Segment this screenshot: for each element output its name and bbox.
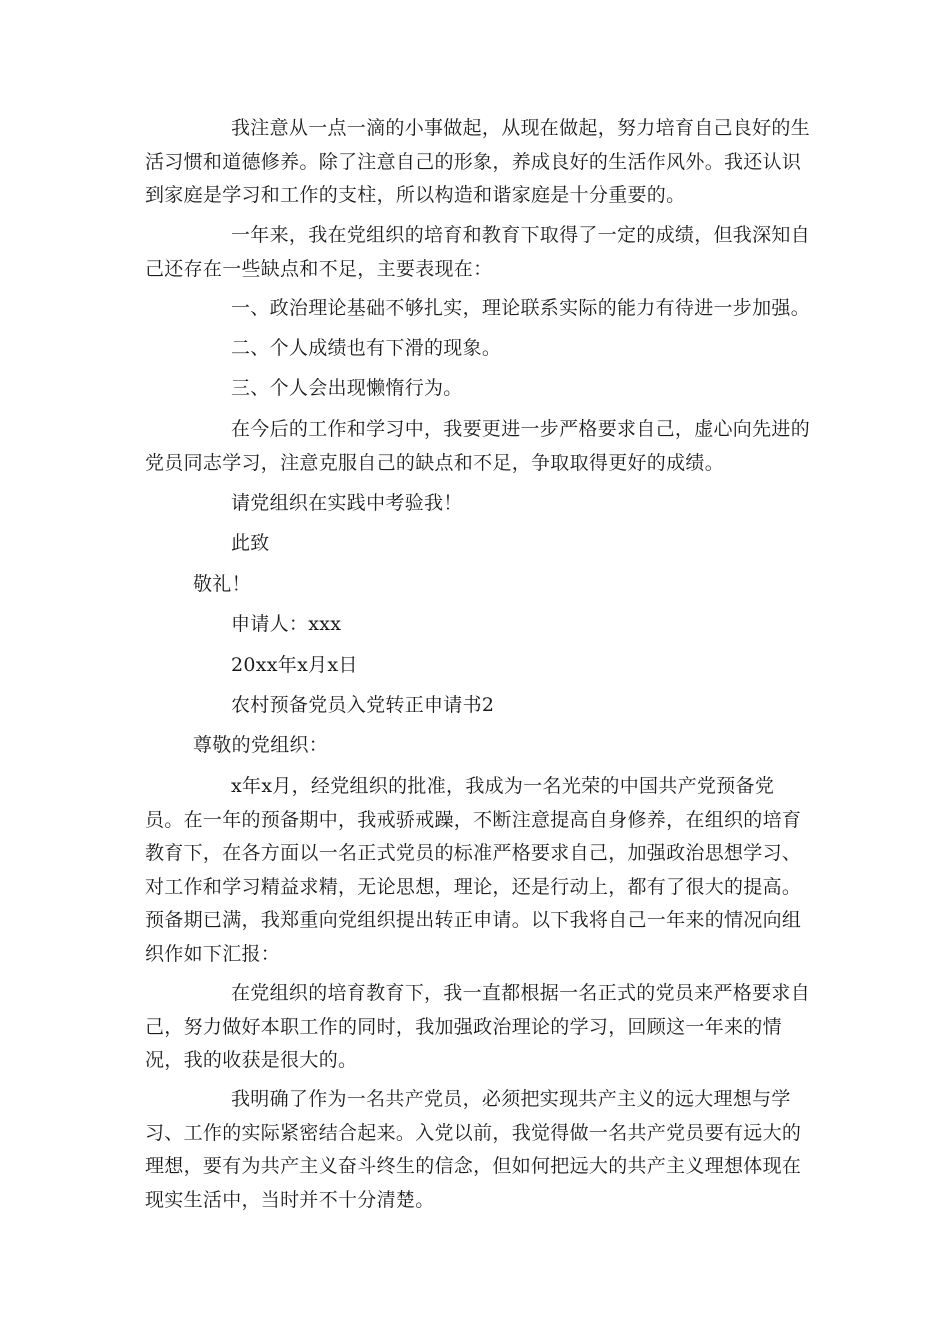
list-item-2: 二、个人成绩也有下滑的现象。 bbox=[231, 337, 502, 359]
paragraph-ideals: 我明确了作为一名共产党员，必须把实现共产主义的远大理想与学习、工作的实际紧密结合起来。入党以前，我觉得做一名共产党员要有远大的理想，要有为共产主义奋斗终生的信念，但如何把远大的共产主义理想体现在现实生活中，当时并不十分清楚。 bbox=[145, 1088, 802, 1211]
list-item-1: 一、政治理论基础不够扎实，理论联系实际的能力有待进一步加强。 bbox=[231, 297, 811, 319]
paragraph-education: 在党组织的培育教育下，我一直都根据一名正式的党员来严格要求自己，努力做好本职工作的同时，我加强政治理论的学习，回顾这一年来的情况，我的收获是很大的。 bbox=[145, 982, 811, 1071]
applicant-signature: 申请人：xxx bbox=[231, 613, 342, 635]
signature-date: 20xx年x月x日 bbox=[231, 654, 358, 676]
list-item-3: 三、个人会出现懒惰行为。 bbox=[231, 377, 463, 399]
paragraph-probation: x年x月，经党组织的批准，我成为一名光荣的中国共产党预备党员。在一年的预备期中，我戒骄戒躁，不断注意提高自身修养，在组织的培育教育下，在各方面以一名正式党员的标准严格要求自己，加强政治思想学习、对工作和学习精益求精，无论思想，理论，还是行动上，都有了很大的提高。预备期已满，我郑重向党组织提出转正申请。以下我将自己一年来的情况向组织作如下汇报： bbox=[145, 775, 802, 965]
paragraph-habits: 我注意从一点一滴的小事做起，从现在做起，努力培育自己良好的生活习惯和道德修养。除了注意自己的形象，养成良好的生活作风外。我还认识到家庭是学习和工作的支柱，所以构造和谐家庭是十分重要的。 bbox=[145, 117, 811, 206]
section-title: 农村预备党员入党转正申请书2 bbox=[231, 694, 495, 716]
greeting: 尊敬的党组织： bbox=[193, 734, 329, 756]
paragraph-achievements: 一年来，我在党组织的培育和教育下取得了一定的成绩，但我深知自己还存在一些缺点和不足，主要表现在： bbox=[145, 224, 811, 280]
paragraph-future: 在今后的工作和学习中，我要更进一步严格要求自己，虚心向先进的党员同志学习，注意克服自己的缺点和不足，争取取得更好的成绩。 bbox=[145, 418, 811, 474]
closing-regards: 敬礼！ bbox=[193, 573, 251, 595]
closing-salutation: 此致 bbox=[231, 532, 270, 554]
paragraph-request: 请党组织在实践中考验我！ bbox=[231, 492, 463, 514]
